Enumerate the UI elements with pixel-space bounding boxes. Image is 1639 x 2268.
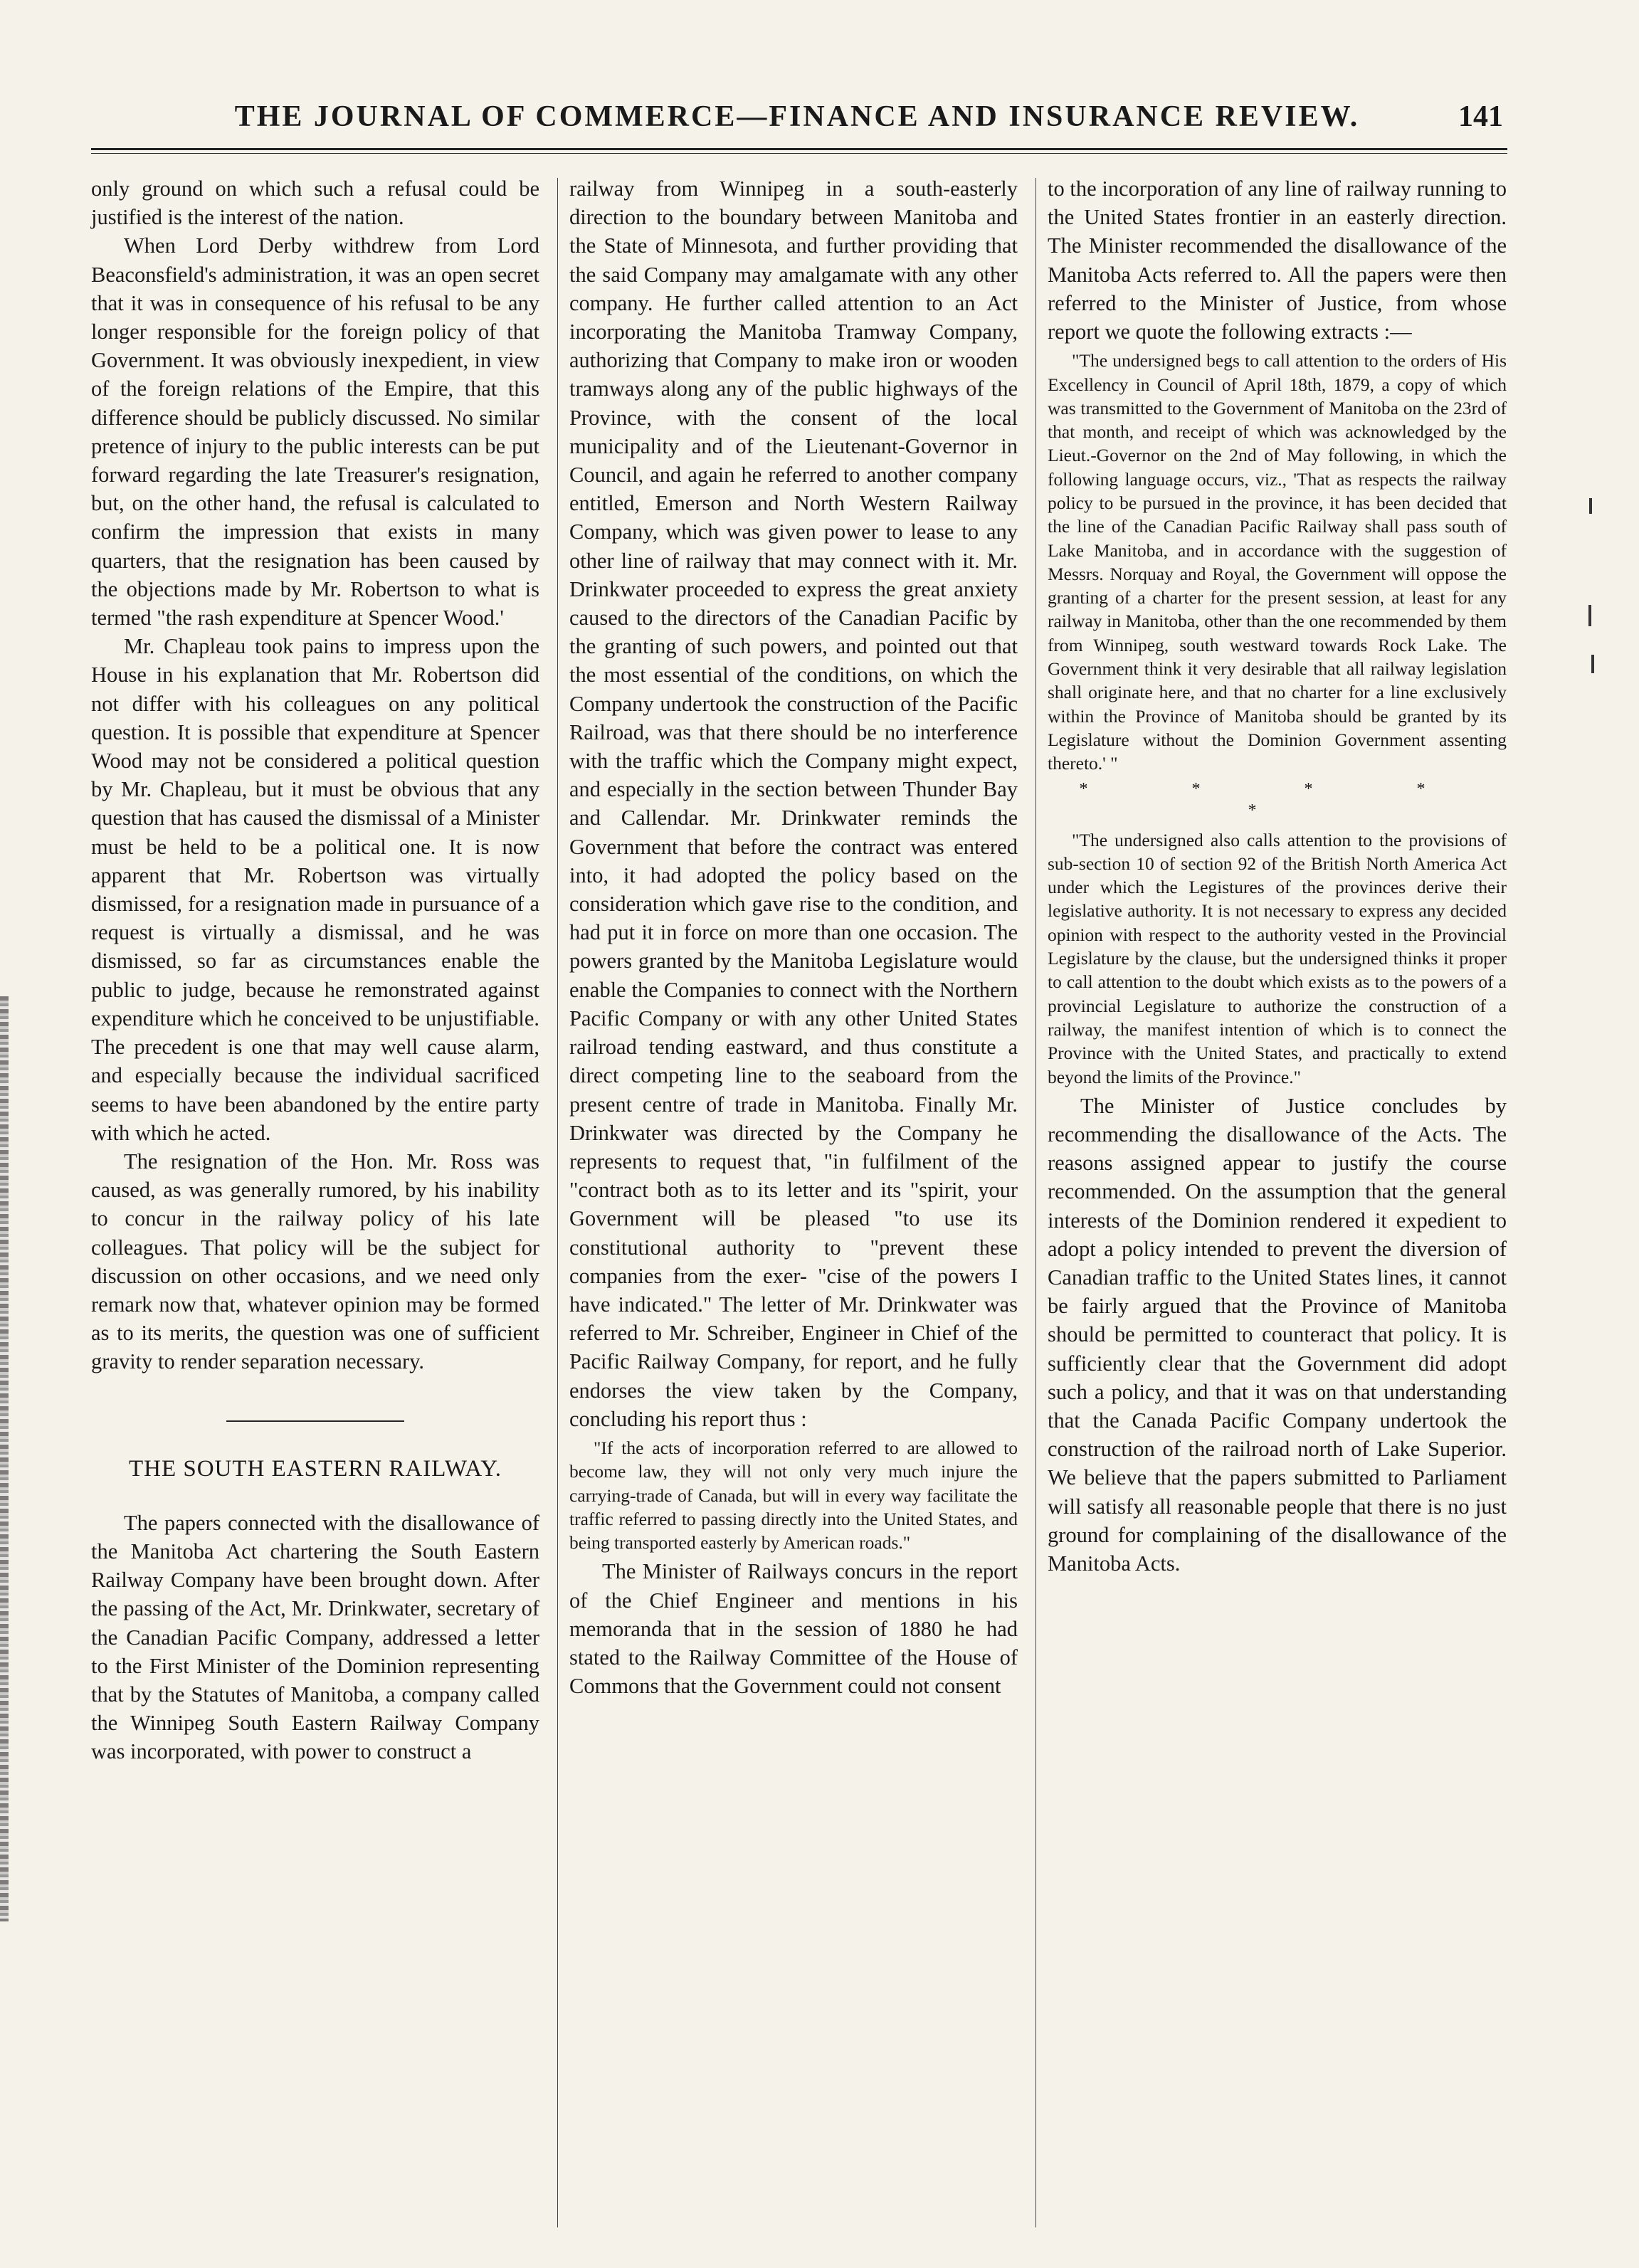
paragraph: Mr. Chapleau took pains to impress upon the House in his explanation that Mr. Robertson did not differ with his colleagues on any political question. It is possible that expenditure at Spencer Wood may not be considered a political question by Mr. Chapleau, but it must be obvious that any question that has caused the dismissal of a Minister must be held to be a political one. It is now apparent that Mr. Robertson was virtually dismissed, for a resignation made in pursuance of a request is virtually a dismissal, and he was dismissed, so far as circumstances enable the public to judge, because he remonstrated against expenditure which he conceived to be unjustifiable. The precedent is one that may well cause alarm, and especially because the individual sacrificed seems to have been abandoned by the entire party with which he acted.: [91, 634, 539, 1145]
column-divider-left: [557, 178, 558, 2227]
column-left: [91, 174, 539, 1766]
binding-edge: [0, 996, 9, 1921]
page-number: 141: [1458, 100, 1503, 133]
paragraph: only ground on which such a refusal could be justified is the interest of the nation.: [91, 176, 539, 230]
paragraph: railway from Winnipeg in a south-easterly direction to the boundary between Manitoba and the State of Minnesota, and further providing that the said Company may amalgamate with any other company. He further called attention to an Act incorporating the Manitoba Tramway Company, authorizing that Company to make iron or wooden tramways along any of the public highways of the Province, with the consent of the local municipality and of the Lieutenant-Governor in Council, and again he referred to another company entitled, Emerson and North Western Railway Company, which was given power to lease to any other line of railway that may connect with it. Mr. Drinkwater proceeded to express the great anxiety caused to the directors of the Canadian Pacific by the granting of such powers, and pointed out that the most essential of the conditions, on which the Company undertook the construction of the Pacific Railroad, was that there should be no interference with the traffic which the Company might expect, and especially in the section between Thunder Bay and Callendar. Mr. Drinkwater reminds the Government that before the contract was entered into, it had adopted the policy based on the consideration which gave rise to the condition, and had put it in force on more than one occasion. The powers granted by the Manitoba Legislature would enable the Companies to connect with the Northern Pacific Company or with any other United States railroad tending eastward, and thus constitute a direct competing line to the seaboard from the present centre of trade in Manitoba. Finally Mr. Drinkwater was directed by the Company he represents to request that, "in fulfilment of the "contract both as to its letter and its "spirit, your Government will be pleased "to use its constitutional authority to "prevent these companies from the exer- "cise of the powers I have indicated." The letter of Mr. Drinkwater was referred to Mr. Schreiber, Engineer in Chief of the Pacific Railway Company, for report, and he fully endorses the view taken by the Company, concluding his report thus :: [569, 176, 1018, 1431]
margin-mark: [1589, 498, 1592, 514]
block-quote: "The undersigned begs to call attention to the orders of His Excellency in Council of April 18th, 1879, a copy of which was transmitted to the Government of Manitoba on the 23rd of that month, and receipt of which was acknowledged by the Lieut.-Governor on the 2nd of May following, in which the following language occurs, viz., 'That as respects the railway policy to be pursued in the province, it has been decided that the line of the Canadian Pacific Railway shall pass south of Lake Manitoba, and in accordance with the suggestion of Messrs. Norquay and Royal, the Government will oppose the granting of a charter for the present session, at least for any railway in Manitoba, other than the one recommended by them from Winnipeg, south westward towards Rock Lake. The Government think it very desirable that all railway legislation shall originate here, and that no charter for a line exclusively within the Province of Manitoba should be granted by its Legislature without the Dominion Government assenting thereto.' ": [1048, 350, 1507, 774]
ellipsis-stars: * * * * *: [1079, 779, 1475, 820]
paragraph: to the incorporation of any line of railway running to the United States frontier in an easterly direction. The Minister recommended the disallowance of the Manitoba Acts referred to. All the papers were then referred to the Minister of Justice, from whose report we quote the following extracts :—: [1048, 176, 1507, 344]
paragraph: The Minister of Justice concludes by recommending the disallowance of the Acts. The reasons assigned appear to justify the course recommended. On the assumption that the general interests of the Dominion rendered it expedient to adopt a policy intended to prevent the diversion of Canadian traffic to the United States lines, it cannot be fairly argued that the Province of Manitoba should be permitted to counteract that policy. It is sufficiently clear that the Government did adopt such a policy, and that it was on that understanding that the Canada Pacific Company undertook the construction of the railroad north of Lake Superior. We believe that the papers submitted to Parliament will satisfy all reasonable people that there is no just ground for complaining of the disallowance of the Manitoba Acts.: [1048, 1093, 1507, 1576]
paragraph: When Lord Derby withdrew from Lord Beaconsfield's administration, it was an open secret that it was in consequence of his refusal to be any longer responsible for the foreign policy of that Government. It was obviously inexpedient, in view of the foreign relations of the Empire, that this difference should be publicly discussed. No similar pretence of injury to the public interests can be put forward regarding the late Treasurer's resignation, but, on the other hand, the refusal is calculated to confirm the impression that exists in many quarters, that the resignation has been caused by the objections made by Mr. Robertson to what is termed "the rash expenditure at Spencer Wood.': [91, 233, 539, 631]
margin-mark: [1588, 605, 1591, 626]
section-title: THE SOUTH EASTERN RAILWAY.: [128, 1455, 502, 1482]
block-quote: "If the acts of incorporation referred to are allowed to become law, they will not only very much injure the carrying-trade of Canada, but will in every way facilitate the traffic referred to passing directly into the United States, and being transported easterly by American roads.": [569, 1437, 1018, 1554]
header-rule: [91, 148, 1507, 154]
paragraph: The papers connected with the disallowance of the Manitoba Act chartering the South Eastern Railway Company have been brought down. After the passing of the Act, Mr. Drinkwater, secretary of the Canadian Pacific Company, addressed a letter to the First Minister of the Dominion representing that by the Statutes of Manitoba, a company called the Winnipeg South Eastern Railway Company was incorporated, with power to construct a: [91, 1510, 539, 1764]
page-header: [85, 100, 1509, 149]
block-quote: "The undersigned also calls attention to the provisions of sub-section 10 of section 92 of the British North America Act under which the Legistures of the provinces derive their legislative authority. It is not necessary to express any decided opinion with respect to the authority vested in the Provincial Legislature by the clause, but the undersigned thinks it proper to call attention to the doubt which exists as to the powers of a provincial Legislature to authorize the construction of a railway, the manifest intention of which is to connect the Province with the United States, and practically to extend beyond the limits of the Province.": [1048, 829, 1507, 1087]
paragraph: The resignation of the Hon. Mr. Ross was caused, as was generally rumored, by his inability to concur in the railway policy of his late colleagues. That policy will be the subject for discussion on other occasions, and we need only remark now that, whatever opinion may be formed as to its merits, the question was one of sufficient gravity to render separation necessary.: [91, 1149, 539, 1374]
journal-title: THE JOURNAL OF COMMERCE—FINANCE AND INSURANCE REVIEW.: [234, 100, 1360, 133]
column-middle: [569, 174, 1018, 1700]
paragraph: The Minister of Railways concurs in the report of the Chief Engineer and mentions in his memoranda that in the session of 1880 he had stated to the Railway Committee of the House of Commons that the Government could not consent: [569, 1559, 1018, 1699]
section-divider: [226, 1420, 404, 1422]
column-right: [1048, 174, 1507, 1578]
margin-mark: [1591, 655, 1594, 673]
column-divider-right: [1035, 178, 1036, 2227]
